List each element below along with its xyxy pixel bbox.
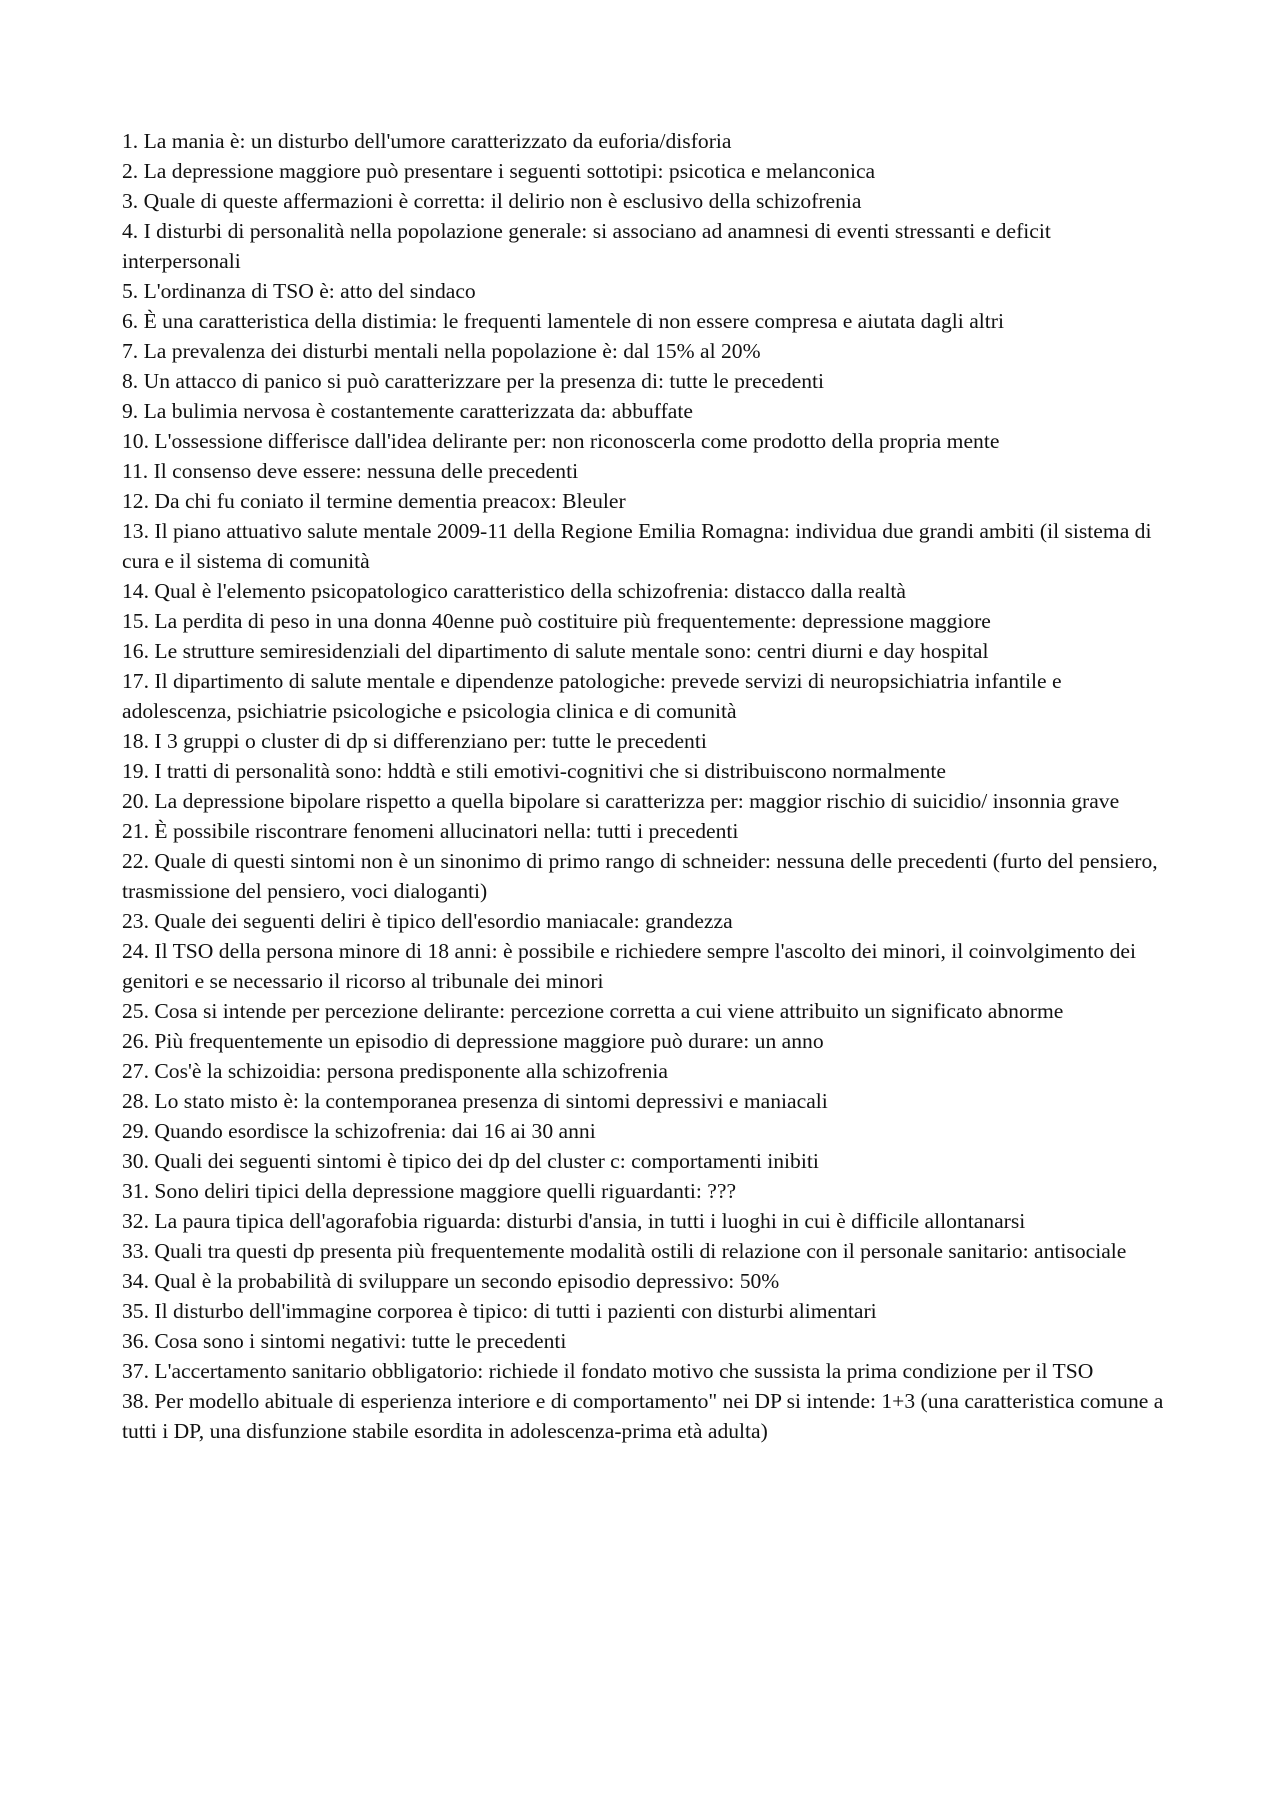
list-item: 15. La perdita di peso in una donna 40enne può costituire più frequentemente: depressione maggiore (122, 609, 991, 633)
list-item: 2. La depressione maggiore può presentare i seguenti sottotipi: psicotica e melanconica (122, 159, 876, 183)
list-item: 3. Quale di queste affermazioni è corretta: il delirio non è esclusivo della schizofrenia (122, 189, 862, 213)
list-item: 34. Qual è la probabilità di sviluppare un secondo episodio depressivo: 50% (122, 1269, 780, 1293)
document-body (122, 126, 1172, 1446)
list-item: 37. L'accertamento sanitario obbligatorio: richiede il fondato motivo che sussista la prima condizione per il TSO (122, 1359, 1094, 1383)
list-item: 11. Il consenso deve essere: nessuna delle precedenti (122, 459, 579, 483)
list-item: 21. È possibile riscontrare fenomeni allucinatori nella: tutti i precedenti (122, 819, 739, 843)
list-item: 31. Sono deliri tipici della depressione maggiore quelli riguardanti: ??? (122, 1179, 737, 1203)
list-item: 32. La paura tipica dell'agorafobia riguarda: disturbi d'ansia, in tutti i luoghi in cui è difficile allontanarsi (122, 1209, 1026, 1233)
list-item: 33. Quali tra questi dp presenta più frequentemente modalità ostili di relazione con il personale sanitario: antisociale (122, 1239, 1127, 1263)
list-item: 38. Per modello abituale di esperienza interiore e di comportamento" nei DP si intende: 1+3 (una caratteristica comune a tutti i DP, una disfunzione stabile esordita in adolescenza-prima età adulta) (122, 1389, 1164, 1443)
list-item: 28. Lo stato misto è: la contemporanea presenza di sintomi depressivi e maniacali (122, 1089, 828, 1113)
list-item: 8. Un attacco di panico si può caratterizzare per la presenza di: tutte le precedenti (122, 369, 825, 393)
list-item: 13. Il piano attuativo salute mentale 2009-11 della Regione Emilia Romagna: individua due grandi ambiti (il sistema di cura e il sistema di comunità (122, 519, 1152, 573)
list-item: 18. I 3 gruppi o cluster di dp si differenziano per: tutte le precedenti (122, 729, 707, 753)
list-item: 9. La bulimia nervosa è costantemente caratterizzata da: abbuffate (122, 399, 693, 423)
list-item: 4. I disturbi di personalità nella popolazione generale: si associano ad anamnesi di eventi stressanti e deficit interpersonali (122, 219, 1051, 273)
list-item: 36. Cosa sono i sintomi negativi: tutte le precedenti (122, 1329, 567, 1353)
list-item: 25. Cosa si intende per percezione delirante: percezione corretta a cui viene attribuito un significato abnorme (122, 999, 1064, 1023)
list-item: 27. Cos'è la schizoidia: persona predisponente alla schizofrenia (122, 1059, 668, 1083)
list-item: 12. Da chi fu coniato il termine dementia preacox: Bleuler (122, 489, 626, 513)
list-item: 23. Quale dei seguenti deliri è tipico dell'esordio maniacale: grandezza (122, 909, 733, 933)
list-item: 30. Quali dei seguenti sintomi è tipico dei dp del cluster c: comportamenti inibiti (122, 1149, 819, 1173)
list-item: 6. È una caratteristica della distimia: le frequenti lamentele di non essere compresa e aiutata dagli altri (122, 309, 1004, 333)
list-item: 20. La depressione bipolare rispetto a quella bipolare si caratterizza per: maggior rischio di suicidio/ insonnia grave (122, 789, 1120, 813)
list-item: 19. I tratti di personalità sono: hddtà e stili emotivi-cognitivi che si distribuiscono normalmente (122, 759, 947, 783)
list-item: 14. Qual è l'elemento psicopatologico caratteristico della schizofrenia: distacco dalla realtà (122, 579, 906, 603)
list-item: 26. Più frequentemente un episodio di depressione maggiore può durare: un anno (122, 1029, 824, 1053)
list-item: 10. L'ossessione differisce dall'idea delirante per: non riconoscerla come prodotto della propria mente (122, 429, 1000, 453)
list-item: 35. Il disturbo dell'immagine corporea è tipico: di tutti i pazienti con disturbi alimentari (122, 1299, 877, 1323)
list-item: 1. La mania è: un disturbo dell'umore caratterizzato da euforia/disforia (122, 129, 732, 153)
list-item: 22. Quale di questi sintomi non è un sinonimo di primo rango di schneider: nessuna delle precedenti (furto del pensiero, trasmissione del pensiero, voci dialoganti) (122, 849, 1158, 903)
list-item: 17. Il dipartimento di salute mentale e dipendenze patologiche: prevede servizi di neuropsichiatria infantile e adolescenza, psichiatrie psicologiche e psicologia clinica e di comunità (122, 669, 1062, 723)
list-item: 7. La prevalenza dei disturbi mentali nella popolazione è: dal 15% al 20% (122, 339, 761, 363)
list-item: 16. Le strutture semiresidenziali del dipartimento di salute mentale sono: centri diurni e day hospital (122, 639, 989, 663)
list-item: 29. Quando esordisce la schizofrenia: dai 16 ai 30 anni (122, 1119, 596, 1143)
list-item: 24. Il TSO della persona minore di 18 anni: è possibile e richiedere sempre l'ascolto dei minori, il coinvolgimento dei genitori e se necessario il ricorso al tribunale dei minori (122, 939, 1136, 993)
list-item: 5. L'ordinanza di TSO è: atto del sindaco (122, 279, 476, 303)
